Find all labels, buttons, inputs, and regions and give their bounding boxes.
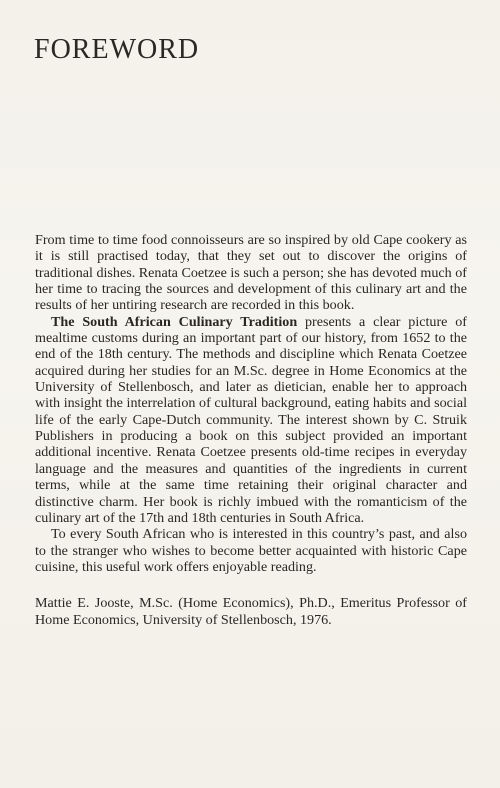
signature: Mattie E. Jooste, M.Sc. (Home Economics), Ph.D., Emeritus Professor of Home Economics, University of Stellenbosch, 1976. [35,595,467,628]
book-title-bold: The South African Culinary Tradition [51,313,298,330]
paragraph-2 [35,314,467,526]
paragraph-3: To every South African who is interested in this country’s past, and also to the stranger who wishes to become better acquainted with historic Cape cuisine, this useful work offers enjoyable reading. [35,526,467,575]
foreword-body [35,232,467,628]
page-title: FOREWORD [34,34,200,65]
paragraph-2-text: presents a clear picture of mealtime customs during an important part of our history, from 1652 to the end of the 18th century. The methods and discipline which Renata Coetzee acquired during her studies for an M.Sc. degree in Home Economics at the University of Stellenbosch, and later as dietician, enable her to approach with insight the interrelation of cultural background, eating habits and social life of the early Cape-Dutch community. The interest shown by C. Struik Publishers in producing a book on this subject provided an important additional incentive. Renata Coetzee presents old-time recipes in everyday language and the measures and quantities of the ingredients in current terms, while at the same time retaining their original character and distinctive charm. Her book is richly imbued with the romanticism of the culinary art of the 17th and 18th centuries in South Africa. [35,313,467,526]
paragraph-1: From time to time food connoisseurs are so inspired by old Cape cookery as it is still practised today, that they set out to discover the origins of traditional dishes. Renata Coetzee is such a person; she has devoted much of her time to tracing the sources and development of this culinary art and the results of her untiring research are recorded in this book. [35,232,467,314]
